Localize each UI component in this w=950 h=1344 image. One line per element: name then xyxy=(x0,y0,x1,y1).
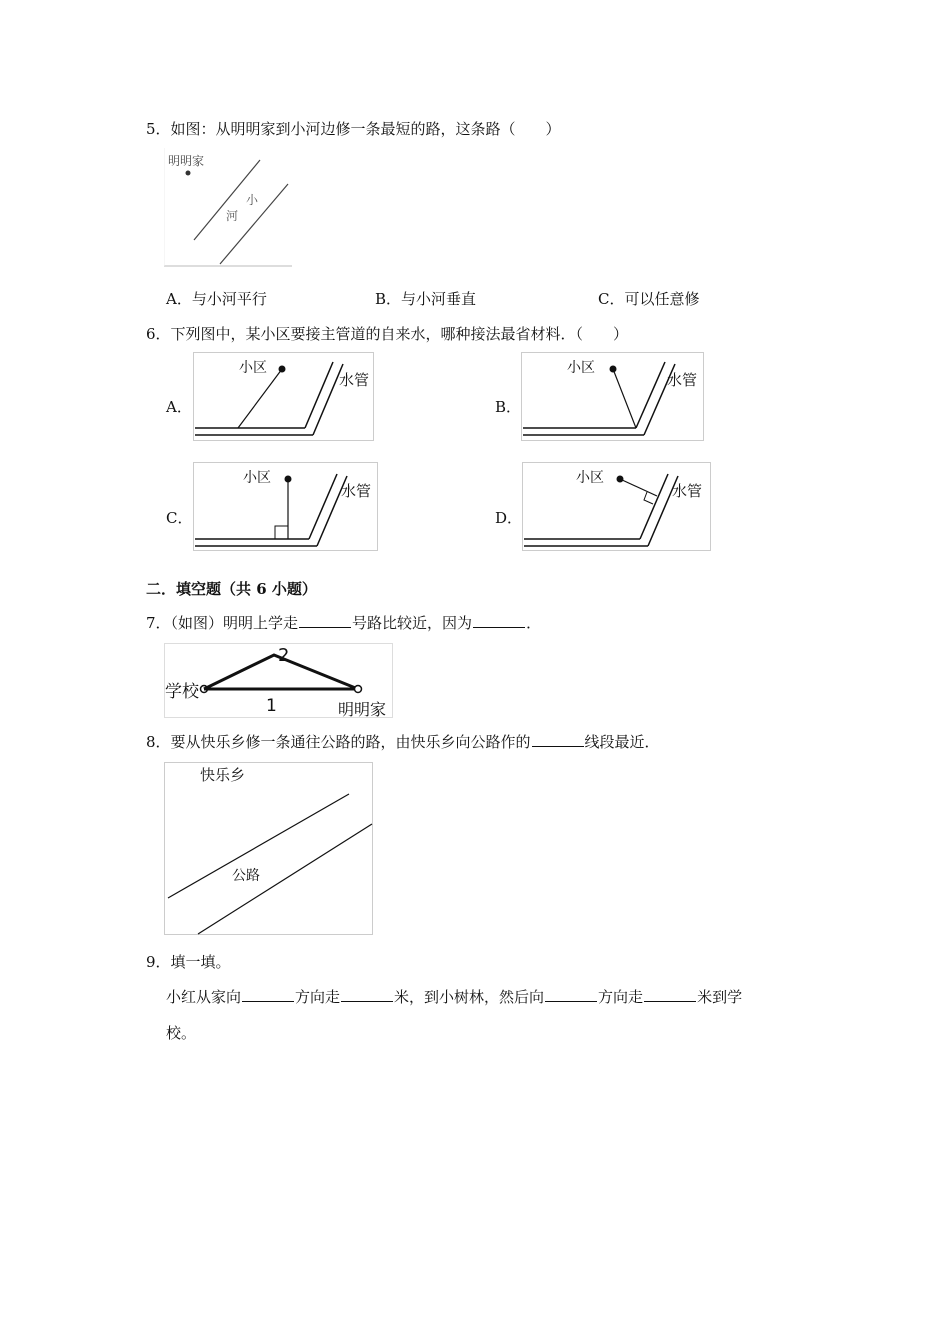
q7-home-dot xyxy=(355,686,362,693)
q6a-pipe-label: 水管 xyxy=(339,371,370,389)
q8-text xyxy=(146,732,660,752)
q7-end: ． xyxy=(526,614,542,632)
q5-option-c: C．可以任意修 xyxy=(598,290,700,308)
q6-label-b: B． xyxy=(495,398,522,416)
q7-blank-1[interactable] xyxy=(299,613,351,628)
q7-route-2-label: 2 xyxy=(278,645,290,666)
q9-blank-2[interactable] xyxy=(341,987,393,1002)
q6-label-a: A． xyxy=(166,398,192,416)
q6-label-c: C． xyxy=(166,509,193,527)
q8-prefix: 8．要从快乐乡修一条通往公路的路，由快乐乡向公路作的 xyxy=(146,733,531,751)
q9-part-5: 米到学 xyxy=(697,988,743,1006)
q5-home-dot xyxy=(186,171,191,176)
q8-blank[interactable] xyxy=(532,732,584,747)
q9-title: 9．填一填。 xyxy=(146,953,231,971)
q6b-pipe-label: 水管 xyxy=(667,371,698,389)
q5-river-label-2: 河 xyxy=(226,209,239,223)
q5-option-b: B．与小河垂直 xyxy=(375,290,477,308)
q6-label-d: D． xyxy=(495,509,523,527)
q6-text: 6．下列图中，某小区要接主管道的自来水，哪种接法最省材料．（ ） xyxy=(146,325,629,343)
q9-sentence xyxy=(166,987,742,1007)
q5-figure xyxy=(164,148,294,268)
q6a-community-label: 小区 xyxy=(239,360,267,376)
q6-figure-c xyxy=(193,462,379,552)
q6-figure-d xyxy=(522,462,712,552)
q6d-community-label: 小区 xyxy=(576,470,604,486)
q9-blank-3[interactable] xyxy=(545,987,597,1002)
q8-figure xyxy=(164,762,374,936)
q6c-community-label: 小区 xyxy=(243,470,271,486)
q5-river-label-1: 小 xyxy=(246,193,259,207)
q7-prefix: 7．（如图）明明上学走 xyxy=(146,614,299,632)
q7-home-label: 明明家 xyxy=(338,700,387,719)
q7-figure xyxy=(164,643,394,719)
q7-text xyxy=(146,613,541,633)
q7-school-label: 学校 xyxy=(165,682,199,702)
q8-road-label: 公路 xyxy=(232,868,260,884)
q8-end: 线段最近． xyxy=(584,733,660,751)
q5-home-label: 明明家 xyxy=(168,154,205,168)
q9-part-3: 米，到小树林，然后向 xyxy=(394,988,545,1006)
q9-part-2: 方向走 xyxy=(295,988,341,1006)
q9-blank-1[interactable] xyxy=(242,987,294,1002)
q7-route-1-label: 1 xyxy=(266,696,277,716)
q6-figure-b xyxy=(521,352,705,442)
q9-part-6: 校。 xyxy=(166,1024,197,1042)
q6b-community-label: 小区 xyxy=(567,360,595,376)
q9-blank-4[interactable] xyxy=(644,987,696,1002)
q7-blank-2[interactable] xyxy=(473,613,525,628)
q6c-pipe-label: 水管 xyxy=(341,482,372,500)
q5-text: 5．如图：从明明家到小河边修一条最短的路，这条路（ ） xyxy=(146,120,561,138)
q7-mid: 号路比较近，因为 xyxy=(352,614,473,632)
q6-figure-a xyxy=(193,352,375,442)
q9-part-4: 方向走 xyxy=(598,988,644,1006)
q8-town-label: 快乐乡 xyxy=(200,766,246,784)
q6d-pipe-label: 水管 xyxy=(672,482,703,500)
section2-title: 二．填空题（共 6 小题） xyxy=(146,580,317,598)
q9-part-1: 小红从家向 xyxy=(166,988,242,1006)
q5-option-a: A．与小河平行 xyxy=(166,290,267,308)
